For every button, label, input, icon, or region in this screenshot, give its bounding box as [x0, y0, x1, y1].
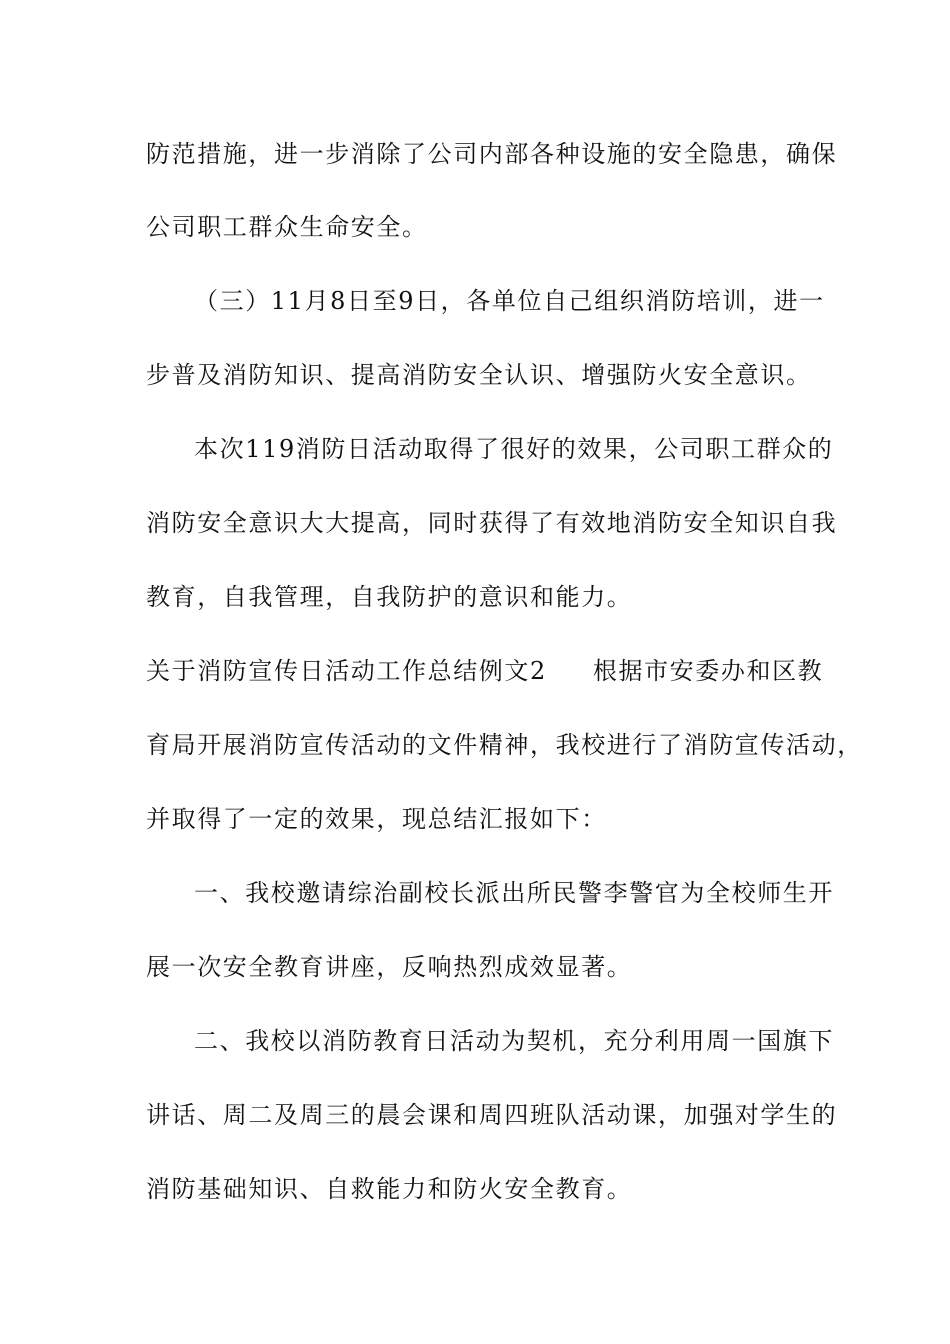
text-line: 展一次安全教育讲座，反响热烈成效显著。: [146, 953, 633, 981]
text-line: 二、我校以消防教育日活动为契机，充分利用周一国旗下: [194, 1027, 834, 1055]
text-line: 防范措施，进一步消除了公司内部各种设施的安全隐患，确保: [146, 140, 838, 168]
text-line: 并取得了一定的效果，现总结汇报如下：: [146, 805, 607, 833]
text-line: 一、我校邀请综治副校长派出所民警李警官为全校师生开: [194, 879, 834, 907]
text-line: 育局开展消防宣传活动的文件精神，我校进行了消防宣传活动，: [146, 731, 863, 759]
text-line: 教育，自我管理，自我防护的意识和能力。: [146, 583, 633, 611]
text-line: 讲话、周二及周三的晨会课和周四班队活动课，加强对学生的: [146, 1101, 838, 1129]
text-line: 公司职工群众生命安全。: [146, 213, 428, 241]
text-line: 步普及消防知识、提高消防安全认识、增强防火安全意识。: [146, 361, 812, 389]
text-line: 本次119消防日活动取得了很好的效果，公司职工群众的: [194, 435, 834, 463]
section-heading-line: [146, 655, 836, 687]
text-line: 消防安全意识大大提高，同时获得了有效地消防安全知识自我: [146, 509, 838, 537]
text-line: （三）11月8日至9日，各单位自己组织消防培训，进一: [194, 287, 825, 315]
section-heading: 关于消防宣传日活动工作总结例文2: [146, 657, 547, 685]
text-line: 根据市安委办和区教: [592, 657, 824, 685]
text-line: 消防基础知识、自救能力和防火安全教育。: [146, 1175, 633, 1203]
